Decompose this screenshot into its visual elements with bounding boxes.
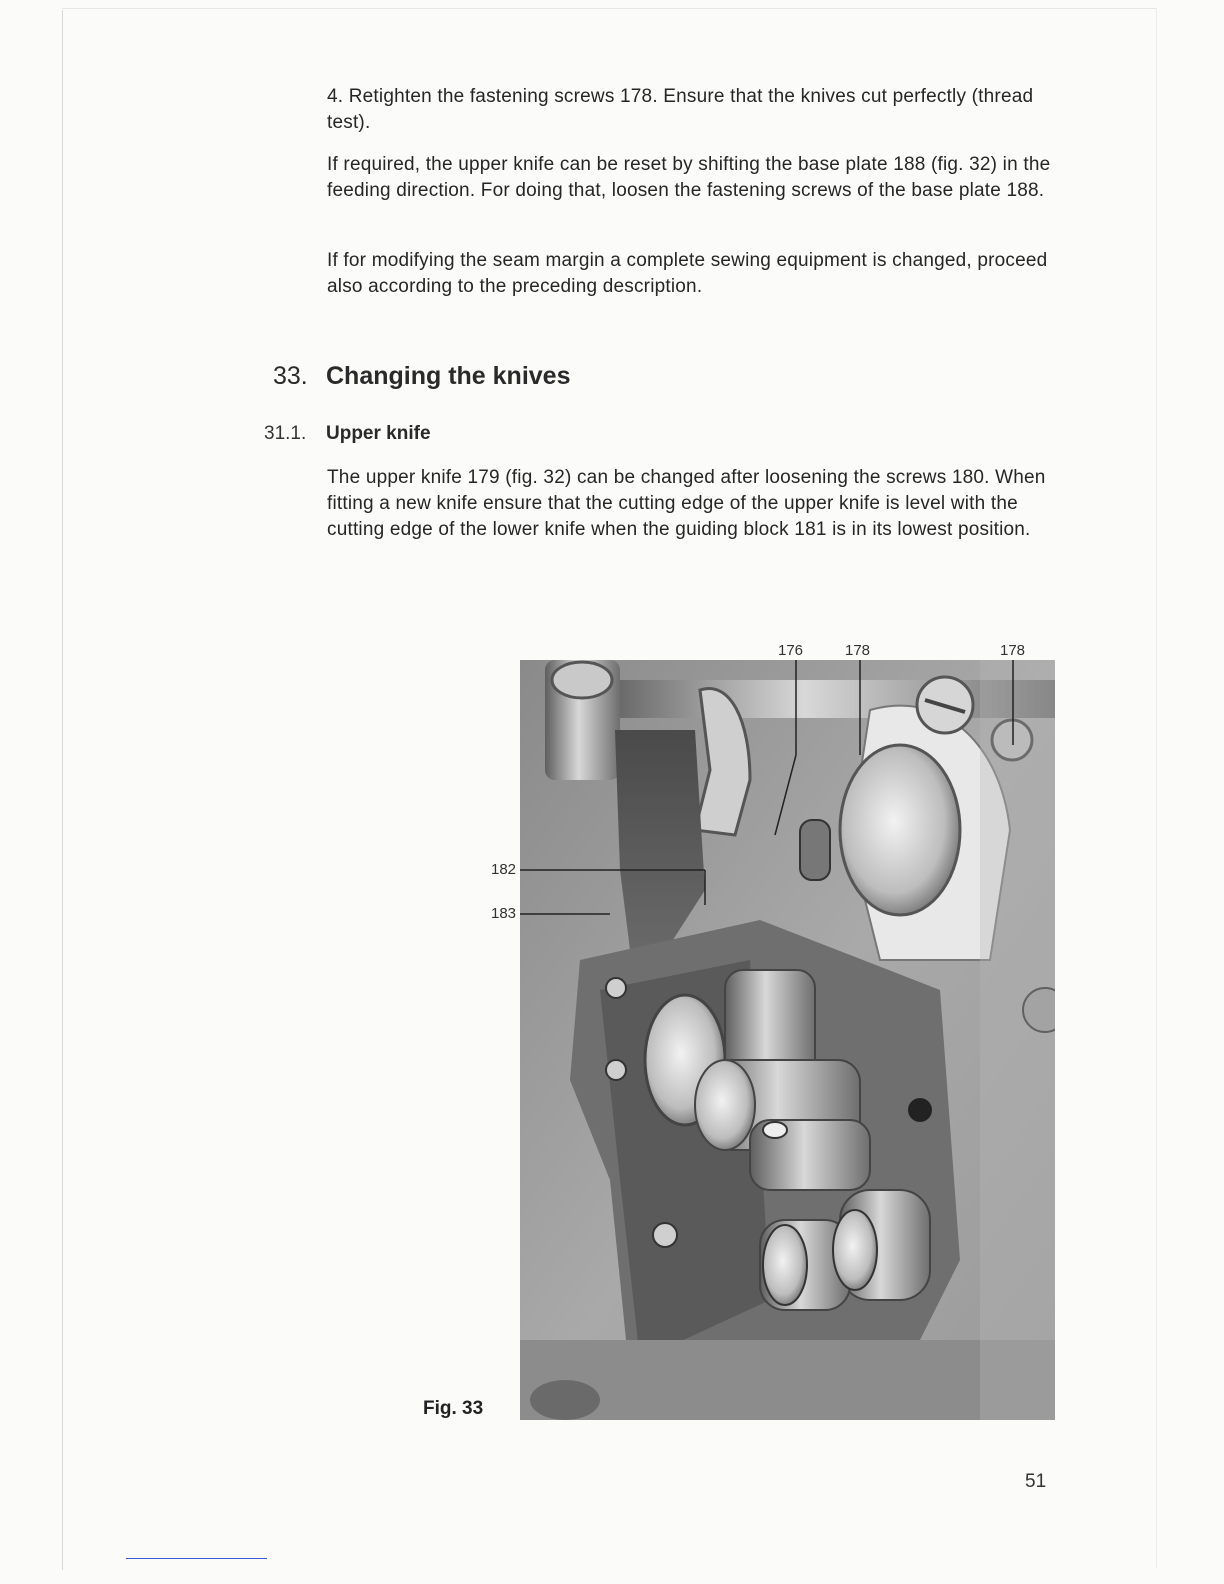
paragraph-upper-knife: The upper knife 179 (fig. 32) can be changed after loosening the screws 180. When fitting a new knife ensure that the cutting edge of the upper knife is level with the cutting edge of the lower knife when the guiding block 181 is in its lowest position.	[327, 467, 1046, 540]
sewing-machine-photo	[520, 660, 1055, 1420]
figure-caption: Fig. 33	[423, 1398, 484, 1419]
callout-178-left: 178	[845, 642, 871, 659]
subsection-title: Upper knife	[326, 423, 431, 444]
section-title: Changing the knives	[326, 362, 571, 390]
paragraph-retighten: 4. Retighten the fastening screws 178. Ensure that the knives cut perfectly (thread test).	[327, 86, 1034, 133]
page-edge-top	[62, 8, 1157, 9]
footer-link-underline	[126, 1558, 267, 1559]
paragraph-seam-margin: If for modifying the seam margin a complete sewing equipment is changed, proceed also according to the preceding description.	[327, 250, 1048, 297]
subsection-number: 31.1.	[264, 423, 307, 444]
paragraph-reset-upper-knife: If required, the upper knife can be reset by shifting the base plate 188 (fig. 32) in the feeding direction. For doing that, loosen the fastening screws of the base plate 188.	[327, 154, 1051, 201]
section-number: 33.	[273, 362, 308, 390]
callout-183: 183	[491, 905, 517, 922]
page-number: 51	[1025, 1471, 1047, 1492]
page-edge-left	[62, 10, 63, 1570]
callout-178-right: 178	[1000, 642, 1026, 659]
callout-182: 182	[491, 861, 517, 878]
callout-176: 176	[778, 642, 804, 659]
page-edge-right	[1156, 8, 1157, 1568]
